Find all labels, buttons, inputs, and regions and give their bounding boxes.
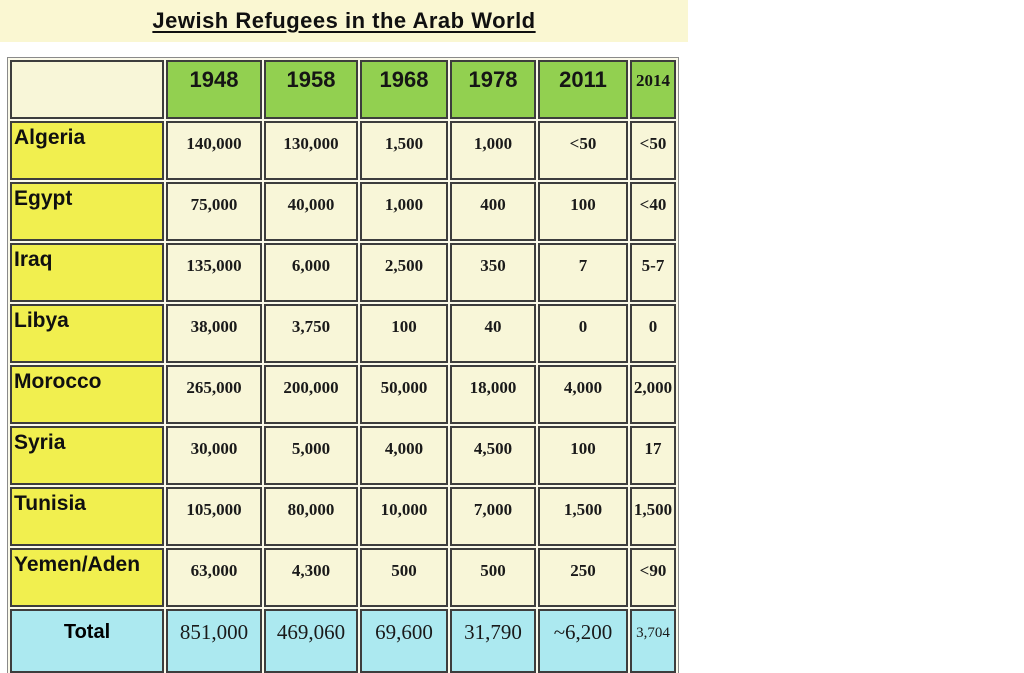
- total-value-cell: 851,000: [166, 609, 262, 673]
- value-cell: 0: [538, 304, 628, 363]
- page-title: Jewish Refugees in the Arab World: [152, 8, 536, 33]
- value-cell: 265,000: [166, 365, 262, 424]
- corner-cell: [10, 60, 164, 119]
- total-row: [10, 609, 676, 673]
- value-cell: 18,000: [450, 365, 536, 424]
- value-cell: 500: [450, 548, 536, 607]
- value-cell: 4,000: [360, 426, 448, 485]
- value-cell: 105,000: [166, 487, 262, 546]
- value-cell: 17: [630, 426, 676, 485]
- value-cell: 250: [538, 548, 628, 607]
- value-cell: 80,000: [264, 487, 358, 546]
- value-cell: 7: [538, 243, 628, 302]
- year-header: 1968: [360, 60, 448, 119]
- value-cell: 100: [538, 426, 628, 485]
- table-body: [10, 121, 676, 673]
- value-cell: 3,750: [264, 304, 358, 363]
- value-cell: <50: [538, 121, 628, 180]
- country-label: Libya: [10, 304, 164, 363]
- value-cell: 350: [450, 243, 536, 302]
- value-cell: 0: [630, 304, 676, 363]
- value-cell: <40: [630, 182, 676, 241]
- country-row: [10, 121, 676, 180]
- year-header: 2011: [538, 60, 628, 119]
- value-cell: 7,000: [450, 487, 536, 546]
- value-cell: 140,000: [166, 121, 262, 180]
- value-cell: 1,500: [630, 487, 676, 546]
- total-value-cell: 31,790: [450, 609, 536, 673]
- country-label: Egypt: [10, 182, 164, 241]
- value-cell: 38,000: [166, 304, 262, 363]
- value-cell: 1,500: [360, 121, 448, 180]
- value-cell: 1,500: [538, 487, 628, 546]
- value-cell: 100: [360, 304, 448, 363]
- country-row: [10, 304, 676, 363]
- value-cell: 100: [538, 182, 628, 241]
- year-header: 1958: [264, 60, 358, 119]
- country-row: [10, 182, 676, 241]
- value-cell: 4,500: [450, 426, 536, 485]
- value-cell: 500: [360, 548, 448, 607]
- value-cell: <50: [630, 121, 676, 180]
- title-banner: [0, 0, 688, 42]
- value-cell: 4,000: [538, 365, 628, 424]
- total-value-cell: 469,060: [264, 609, 358, 673]
- value-cell: 5-7: [630, 243, 676, 302]
- value-cell: 75,000: [166, 182, 262, 241]
- value-cell: <90: [630, 548, 676, 607]
- total-value-cell: ~6,200: [538, 609, 628, 673]
- value-cell: 1,000: [450, 121, 536, 180]
- country-row: [10, 426, 676, 485]
- country-label: Algeria: [10, 121, 164, 180]
- country-label: Syria: [10, 426, 164, 485]
- value-cell: 400: [450, 182, 536, 241]
- country-row: [10, 548, 676, 607]
- value-cell: 40,000: [264, 182, 358, 241]
- year-header: 2014: [630, 60, 676, 119]
- value-cell: 2,000: [630, 365, 676, 424]
- total-value-cell: 69,600: [360, 609, 448, 673]
- country-label: Yemen/Aden: [10, 548, 164, 607]
- value-cell: 6,000: [264, 243, 358, 302]
- value-cell: 135,000: [166, 243, 262, 302]
- total-value-cell: 3,704: [630, 609, 676, 673]
- value-cell: 2,500: [360, 243, 448, 302]
- country-row: [10, 243, 676, 302]
- value-cell: 200,000: [264, 365, 358, 424]
- country-label: Iraq: [10, 243, 164, 302]
- year-header: 1948: [166, 60, 262, 119]
- value-cell: 30,000: [166, 426, 262, 485]
- refugee-table: [7, 57, 679, 673]
- value-cell: 63,000: [166, 548, 262, 607]
- value-cell: 50,000: [360, 365, 448, 424]
- value-cell: 5,000: [264, 426, 358, 485]
- total-label: Total: [10, 609, 164, 673]
- value-cell: 10,000: [360, 487, 448, 546]
- country-row: [10, 487, 676, 546]
- year-header: 1978: [450, 60, 536, 119]
- country-label: Tunisia: [10, 487, 164, 546]
- value-cell: 4,300: [264, 548, 358, 607]
- value-cell: 40: [450, 304, 536, 363]
- value-cell: 1,000: [360, 182, 448, 241]
- header-row: [10, 60, 676, 119]
- value-cell: 130,000: [264, 121, 358, 180]
- country-row: [10, 365, 676, 424]
- country-label: Morocco: [10, 365, 164, 424]
